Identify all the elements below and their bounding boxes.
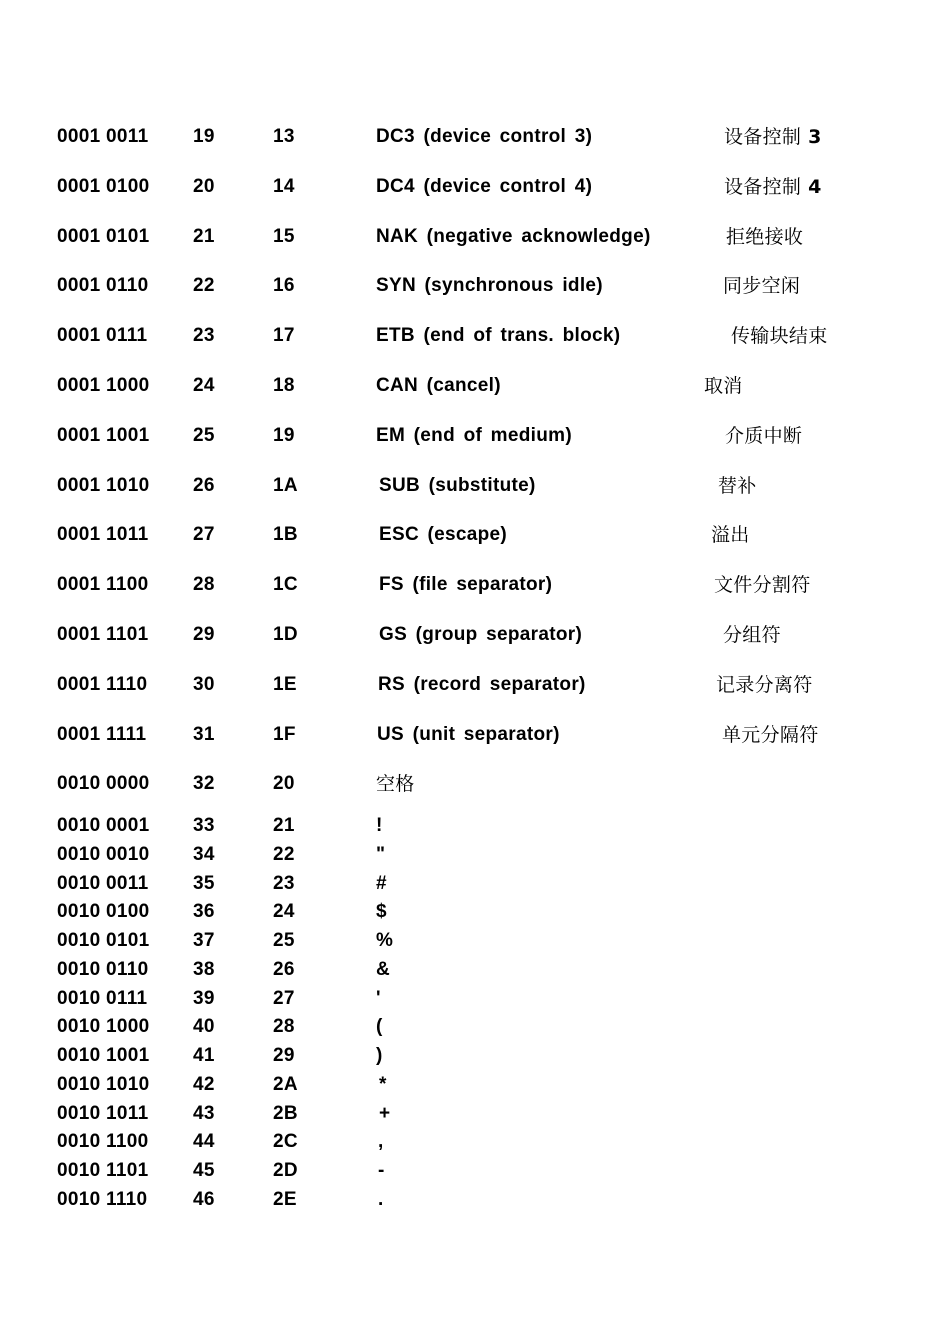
hex-value: 2D [273,1160,298,1181]
character-glyph: & [376,958,391,980]
chinese-description: 传输块结束 [731,325,828,348]
binary-value: 0001 1010 [57,474,150,496]
hex-value: 13 [273,126,295,147]
chinese-description: 分组符 [723,624,781,646]
decimal-value: 43 [193,1102,215,1124]
binary-value: 0010 0011 [57,872,149,894]
decimal-value: 38 [193,958,215,980]
character-name: EM (end of medium) [376,424,572,446]
table-row [0,956,950,984]
character-glyph: % [376,930,394,951]
table-row [0,123,950,151]
decimal-value: 22 [193,275,215,297]
hex-value: 24 [273,901,295,923]
character-name: DC4 (device control 4) [376,175,593,197]
binary-value: 0010 0101 [57,930,150,951]
decimal-value: 19 [193,126,215,147]
hex-value: 21 [273,815,295,836]
decimal-value: 21 [193,225,215,247]
chinese-description: 替补 [718,474,757,497]
decimal-value: 41 [193,1045,215,1066]
character-glyph: ' [376,987,381,1009]
table-row [0,621,950,649]
table-row [0,671,950,699]
binary-value: 0010 0110 [57,958,149,980]
binary-value: 0010 0111 [57,987,148,1009]
binary-value: 0001 0011 [57,126,149,147]
binary-value: 0010 0010 [57,843,150,865]
decimal-value: 44 [193,1131,215,1153]
binary-value: 0001 1001 [57,424,150,446]
chinese-description: 同步空闲 [723,275,801,298]
character-name: RS (record separator) [378,673,586,695]
table-row [0,770,950,798]
table-row [0,571,950,599]
decimal-value: 36 [193,901,215,923]
binary-value: 0010 1001 [57,1045,150,1066]
binary-value: 0001 0101 [57,225,150,247]
decimal-value: 23 [193,325,215,347]
decimal-value: 37 [193,930,215,951]
binary-value: 0010 1010 [57,1073,150,1095]
character-name: ESC (escape) [379,524,508,546]
table-row [0,472,950,500]
hex-value: 1E [273,673,297,695]
table-row [0,1157,950,1185]
table-row [0,1013,950,1041]
hex-value: 19 [273,424,295,446]
character-glyph: * [379,1073,387,1095]
binary-value: 0001 1100 [57,574,149,596]
binary-value: 0001 1101 [57,624,149,645]
character-glyph: $ [376,901,387,923]
hex-value: 20 [273,773,295,795]
binary-value: 0001 0111 [57,325,148,347]
table-row [0,173,950,201]
table-row [0,372,950,400]
binary-value: 0010 1101 [57,1160,149,1181]
decimal-value: 30 [193,673,215,695]
decimal-value: 28 [193,574,215,596]
hex-value: 26 [273,958,295,980]
decimal-value: 29 [193,624,215,645]
hex-value: 25 [273,930,295,951]
character-name: NAK (negative acknowledge) [376,225,651,247]
decimal-value: 40 [193,1016,215,1038]
character-glyph: . [378,1188,384,1210]
binary-value: 0010 0100 [57,901,150,923]
table-row [0,223,950,251]
binary-value: 0001 1110 [57,673,148,695]
table-row [0,1186,950,1214]
binary-value: 0001 0100 [57,175,150,197]
character-name: DC3 (device control 3) [376,126,593,147]
binary-value: 0010 1110 [57,1188,148,1210]
chinese-description: 设备控制 3 [724,126,822,148]
table-row [0,812,950,840]
character-name: US (unit separator) [377,723,560,745]
hex-value: 1A [273,474,298,496]
binary-value: 0001 1011 [57,524,149,546]
decimal-value: 33 [193,815,215,836]
hex-value: 2C [273,1131,298,1153]
hex-value: 27 [273,987,295,1009]
decimal-value: 46 [193,1188,215,1210]
chinese-description: 记录分离符 [716,673,813,696]
binary-value: 0010 1011 [57,1102,149,1124]
table-row [0,721,950,749]
hex-value: 2A [273,1073,298,1095]
character-name: SYN (synchronous idle) [376,275,603,297]
hex-value: 29 [273,1045,295,1066]
decimal-value: 27 [193,524,215,546]
binary-value: 0010 1100 [57,1131,149,1153]
hex-value: 18 [273,375,295,396]
chinese-description: 设备控制 4 [724,175,822,198]
character-name: CAN (cancel) [376,375,501,396]
binary-value: 0001 0110 [57,275,149,297]
hex-value: 28 [273,1016,295,1038]
character-glyph: ( [376,1016,383,1038]
hex-value: 2B [273,1102,298,1124]
hex-value: 23 [273,872,295,894]
hex-value: 2E [273,1188,297,1210]
binary-value: 0010 1000 [57,1016,150,1038]
character-name: 空格 [376,773,415,796]
character-name: GS (group separator) [379,624,583,645]
table-row [0,272,950,300]
binary-value: 0001 1111 [57,723,147,745]
table-row [0,841,950,869]
decimal-value: 25 [193,424,215,446]
decimal-value: 32 [193,773,215,795]
character-name: FS (file separator) [379,574,553,596]
chinese-description: 单元分隔符 [722,723,819,746]
hex-value: 17 [273,325,295,347]
chinese-description: 介质中断 [725,424,803,447]
character-name: ETB (end of trans. block) [376,325,621,347]
character-name: SUB (substitute) [379,474,536,496]
character-glyph: , [378,1131,384,1153]
binary-value: 0001 1000 [57,375,150,396]
table-row [0,1071,950,1099]
chinese-description: 拒绝接收 [726,225,804,248]
hex-value: 14 [273,175,295,197]
table-row [0,927,950,955]
decimal-value: 39 [193,987,215,1009]
chinese-description: 取消 [704,375,743,397]
decimal-value: 35 [193,872,215,894]
decimal-value: 20 [193,175,215,197]
character-glyph: + [379,1102,391,1124]
table-row [0,870,950,898]
table-row [0,422,950,450]
hex-value: 1D [273,624,298,645]
decimal-value: 42 [193,1073,215,1095]
table-row [0,1100,950,1128]
binary-value: 0010 0000 [57,773,150,795]
binary-value: 0010 0001 [57,815,150,836]
hex-value: 1C [273,574,298,596]
decimal-value: 45 [193,1160,215,1181]
decimal-value: 34 [193,843,215,865]
hex-value: 22 [273,843,295,865]
table-row [0,1128,950,1156]
character-glyph: - [378,1160,385,1181]
hex-value: 16 [273,275,295,297]
decimal-value: 31 [193,723,215,745]
character-glyph: " [376,843,386,865]
chinese-description: 溢出 [711,524,750,547]
decimal-value: 26 [193,474,215,496]
character-glyph: ! [376,815,383,836]
hex-value: 1B [273,524,298,546]
hex-value: 1F [273,723,296,745]
table-row [0,1042,950,1070]
table-row [0,322,950,350]
table-row [0,898,950,926]
table-row [0,985,950,1013]
decimal-value: 24 [193,375,215,396]
table-row [0,521,950,549]
hex-value: 15 [273,225,295,247]
character-glyph: # [376,872,387,894]
character-glyph: ) [376,1045,383,1066]
chinese-description: 文件分割符 [714,574,811,597]
